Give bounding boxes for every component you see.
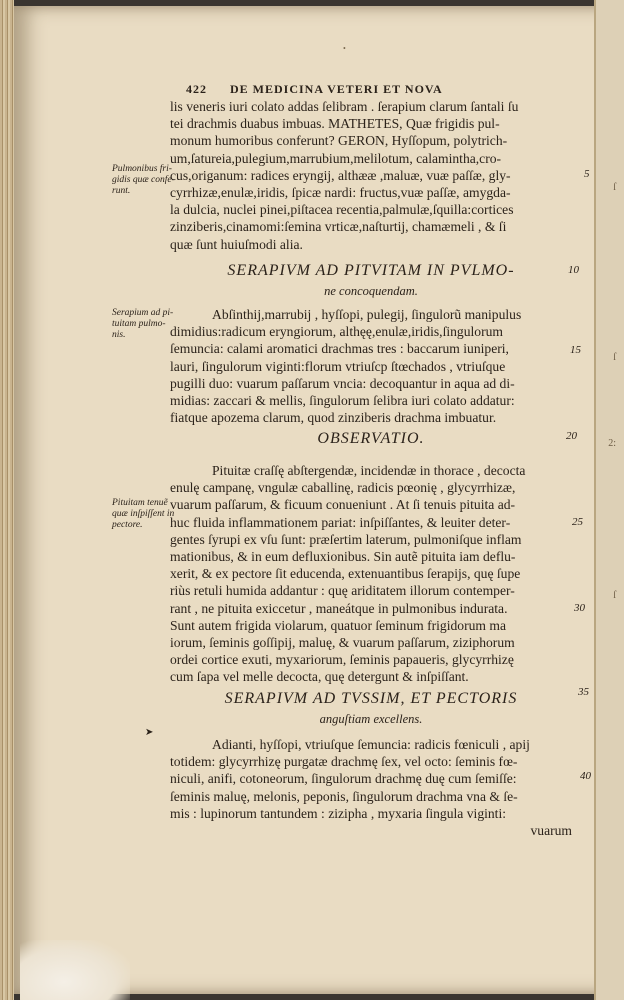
- running-header: [186, 82, 586, 97]
- text-line: zinziberis,cinamomi:ſemina vrticæ,naſturtij, chamæmeli , & ſi: [170, 219, 507, 235]
- catchword: vuarum: [530, 822, 572, 838]
- facing-page-sliver: [594, 0, 624, 1000]
- text-line: tei drachmis duabus imbuas. MATHETES, Quæ frigidis pul-: [170, 116, 500, 132]
- text-line: cum ſapa vel melle decocta, quę detergunt & inſpiſſant.: [170, 669, 469, 685]
- text-line: lauri, ſingulorum viginti:florum vtriuſcp ſtœchados , vtriuſque: [170, 358, 506, 374]
- paragraph-block-2: [170, 306, 572, 426]
- paragraph-block-3: [170, 462, 572, 685]
- running-title: DE MEDICINA VETERI ET NOVA: [230, 82, 443, 96]
- text-line: totidem: glycyrrhizę purgatæ drachmę ſex, vel octo: ſeminis fœ-: [170, 754, 518, 770]
- facing-page-mark: ſ: [613, 590, 616, 601]
- section-heading: SERAPIVM AD PITVITAM IN PVLMO-: [227, 262, 515, 279]
- text-line: Abſinthij,marrubij , hyſſopi, pulegij, ſingulorũ manipulus: [212, 307, 522, 322]
- text-line: cus,origanum: radices eryngij, althææ ,maluæ, vuæ paſſæ, gly-: [170, 167, 511, 183]
- text-line: ſeminis maluę, melonis, peponis, ſingulorum drachma vna & ſe-: [170, 788, 518, 804]
- text-line: mationibus, & in eum defluxionibus. Sin autẽ pituita iam deflu-: [170, 548, 516, 564]
- text-line: quæ ſunt huiuſmodi alia.: [170, 236, 303, 252]
- facing-page-mark: 2:: [608, 438, 616, 449]
- margin-note: Serapium ad pi- tuitam pulmo- nis.: [112, 308, 174, 340]
- book-page-edges: [0, 0, 14, 1000]
- line-number: 30: [574, 602, 585, 614]
- text-line: ſemuncia: calami aromatici drachmas tres : baccarum iuniperi,: [170, 341, 509, 357]
- pointer-mark-icon: ➤: [145, 727, 154, 738]
- line-number: 40: [580, 770, 591, 782]
- margin-note: Pulmonibus fri- gidis quæ confe- runt.: [112, 164, 175, 196]
- text-line: niculi, anifi, cotoneorum, ſingulorum drachmę duę cum ſemiſſe:: [170, 771, 517, 787]
- paragraph-block-4: [170, 736, 572, 839]
- paragraph-block-1: [170, 98, 572, 253]
- text-line: Pituitæ craſſę abſtergendæ, incidendæ in thorace , decocta: [212, 463, 526, 478]
- text-line: fiatque apozema clarum, quod zinziberis drachma imbuatur.: [170, 410, 497, 426]
- section-subheading: ne concoquendam.: [324, 284, 418, 298]
- text-line: gentes ſyrupi ex vſu ſunt: præſertim laterum, pulmoniſque inflam: [170, 531, 522, 547]
- text-line: um,ſatureia,pulegium,marrubium,melilotum, calamintha,cro-: [170, 150, 502, 166]
- text-line: huc fluida inflammationem pariat: inſpiſſantes, & leuiter deter-: [170, 514, 511, 530]
- section-heading: SERAPIVM AD TVSSIM, ET PECTORIS: [224, 690, 518, 707]
- text-line: ordei cortice exuti, myxariorum, ſeminis papaueris, glycyrrhizę: [170, 652, 514, 668]
- text-line: midias: zaccari & mellis, ſingulorum ſelibra iuri colato addatur:: [170, 392, 515, 408]
- text-line: iorum, ſeminis goſſipij, maluę, & vuarum paſſarum, ziziphorum: [170, 634, 515, 650]
- text-line: Adianti, hyſſopi, vtriuſque ſemuncia: radicis fœniculi , apij: [212, 737, 530, 752]
- text-line: rant , ne pituita exiccetur , maneátque in pulmonibus indurata.: [170, 600, 508, 616]
- text-line: la dulcia, nuclei pinei,piſtacea recentia,palmulæ,ſquilla:cortices: [170, 202, 514, 218]
- line-number: 5: [584, 168, 590, 180]
- margin-note: Pituitam tenuẽ quæ inſpiſſent in pectore.: [112, 498, 175, 530]
- text-line: Sunt autem frigida violarum, quatuor ſeminum frigidorum ma: [170, 617, 507, 633]
- text-line: monum humoribus conferunt? GERON, Hyſſopum, polytrich-: [170, 133, 508, 149]
- line-number: 15: [570, 344, 581, 356]
- line-number: 25: [572, 516, 583, 528]
- section-subheading: anguſtiam excellens.: [319, 712, 423, 726]
- line-number: 10: [568, 264, 579, 276]
- page-corner-stain: [20, 940, 130, 1000]
- text-line: mis : lupinorum tantundem : zizipha , myxaria ſingula viginti:: [170, 805, 507, 821]
- text-line: lis veneris iuri colato addas ſelibram . ſerapium clarum ſantali ſu: [170, 99, 519, 114]
- line-number: 20: [566, 430, 577, 442]
- text-line: riùs retuli humida addantur : quę ariditatem illorum contemper-: [170, 583, 515, 599]
- text-line: xerit, & ex pectore ſit educenda, extenuantibus ſerapijs, quę ſupe: [170, 566, 521, 582]
- facing-page-mark: ſ: [613, 352, 616, 363]
- line-number: 35: [578, 686, 589, 698]
- text-line: cyrrhizæ,enulæ,iridis, ſpicæ nardi: fructus,vuæ paſſæ, amygda-: [170, 184, 511, 200]
- text-line: vuarum paſſarum, & ficuum conueniunt . At ſi tenuis pituita ad-: [170, 497, 516, 513]
- page-number: 422: [186, 82, 207, 96]
- facing-page-mark: ſ: [613, 182, 616, 193]
- text-line: dimidius:radicum eryngiorum, althęę,enulæ,iridis,ſingulorum: [170, 324, 503, 340]
- print-speck: •: [343, 44, 346, 53]
- text-line: pugilli duo: vuarum paſſarum vncia: decoquantur in aqua ad di-: [170, 375, 515, 391]
- text-line: enulę campanę, vngulæ caballinę, radicis pœonię , glycyrrhizæ,: [170, 480, 516, 496]
- section-heading: OBSERVATIO.: [317, 430, 425, 447]
